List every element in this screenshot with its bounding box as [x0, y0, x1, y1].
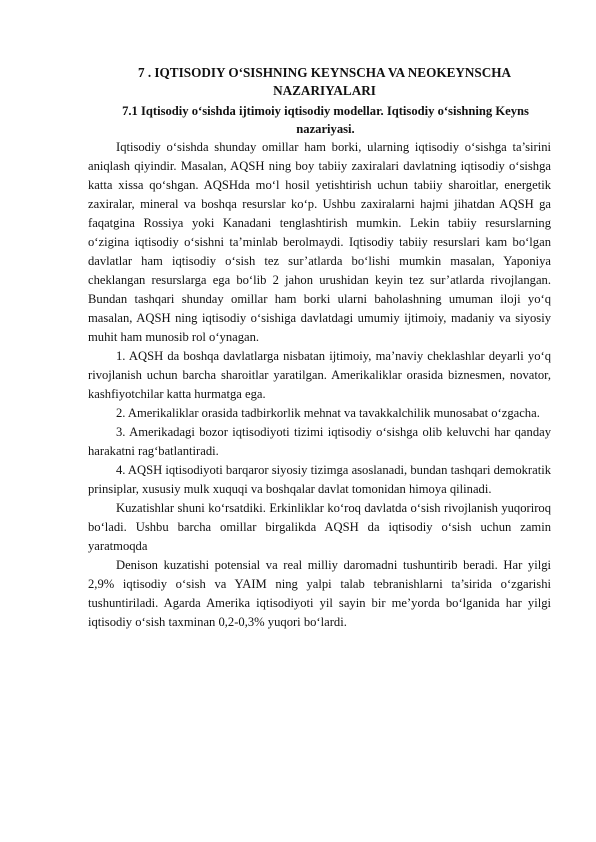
paragraph: 4. AQSH iqtisodiyoti barqaror siyosiy tizimga asoslanadi, bundan tashqari demokratik prinsiplar, xususiy mulk xuquqi va boshqalar davlat tomonidan himoya qilinadi. — [88, 463, 551, 496]
chapter-title: 7 . IQTISODIY O‘SISHNING KEYNSCHA VA NEOKEYNSCHA NAZARIYALARI — [137, 65, 512, 98]
paragraph: 2. Amerikaliklar orasida tadbirkorlik mehnat va tavakkalchilik munosabat o‘zgacha. — [116, 406, 540, 420]
section-title: 7.1 Iqtisodiy o‘sishda ijtimoiy iqtisodiy modellar. Iqtisodiy o‘sishning Keyns nazariyasi. — [122, 104, 529, 136]
paragraph: 1. AQSH da boshqa davlatlarga nisbatan ijtimoiy, ma’naviy cheklashlar deyarli yo‘q rivojlanish uchun barcha sharoitlar yaratilgan. Amerikaliklar orasida biznesmen, novator, kashfiyotchilar katta hurmatga ega. — [88, 349, 551, 401]
paragraph: Denison kuzatishi potensial va real milliy daromadni tushuntirib beradi. Har yilgi 2,9% iqtisodiy o‘sish va YAIM ning yalpi talab tebranishlarni ta’sirida o‘zgarishi tushuntiriladi. Agarda Amerika iqtisodiyoti yil sayin bir me’yorda bo‘lganida har yilgi iqtisodiy o‘sish taxminan 0,2-0,3% yuqori bo‘lardi. — [88, 558, 551, 629]
paragraph: Iqtisodiy o‘sishda shunday omillar ham borki, ularning iqtisodiy o‘sishga ta’sirini aniqlash qiyindir. Masalan, AQSH ning boy tabiiy zaxiralari davlatning iqtisodiy o‘sishga katta xissa qo‘shgan. AQSHda mo‘l hosil yetishtirish uchun tabiiy sharoitlar, energetik zaxiralar, mineral va boshqa resurslar ko‘p. Ushbu zaxiralarni hajmi jihatdan AQSH ga faqatgina Rossiya yoki Kanadani tenglashtirish mumkin. Lekin tabiiy resurslarning o‘zigina iqtisodiy o‘sishni ta’minlab berolmaydi. Iqtisodiy tabiiy resurslari kam bo‘lgan davlatlar ham iqtisodiy o‘sish tez sur’atlarda bo‘lishi mumkin masalan, Yaponiya cheklangan resurslarga ega bo‘lib 2 jahon urushidan keyin tez sur’atlarda rivojlangan. Bundan tashqari shunday omillar ham borki ularni baholashning umuman iloji yo‘q masalan, AQSH ning iqtisodiy o‘sishiga davlatdagi umumiy ijtimoiy, madaniy va siyosiy muhit ham munosib rol o‘ynagan. — [88, 140, 551, 344]
paragraph: Kuzatishlar shuni ko‘rsatdiki. Erkinliklar ko‘roq davlatda o‘sish rivojlanish yuqoriroq bo‘ladi. Ushbu barcha omillar birgalikda AQSH da iqtisodiy o‘sish uchun zamin yaratmoqda — [88, 501, 551, 553]
document-page — [88, 64, 551, 632]
paragraph: 3. Amerikadagi bozor iqtisodiyoti tizimi iqtisodiy o‘sishga olib keluvchi har qanday harakatni rag‘batlantiradi. — [88, 425, 551, 458]
